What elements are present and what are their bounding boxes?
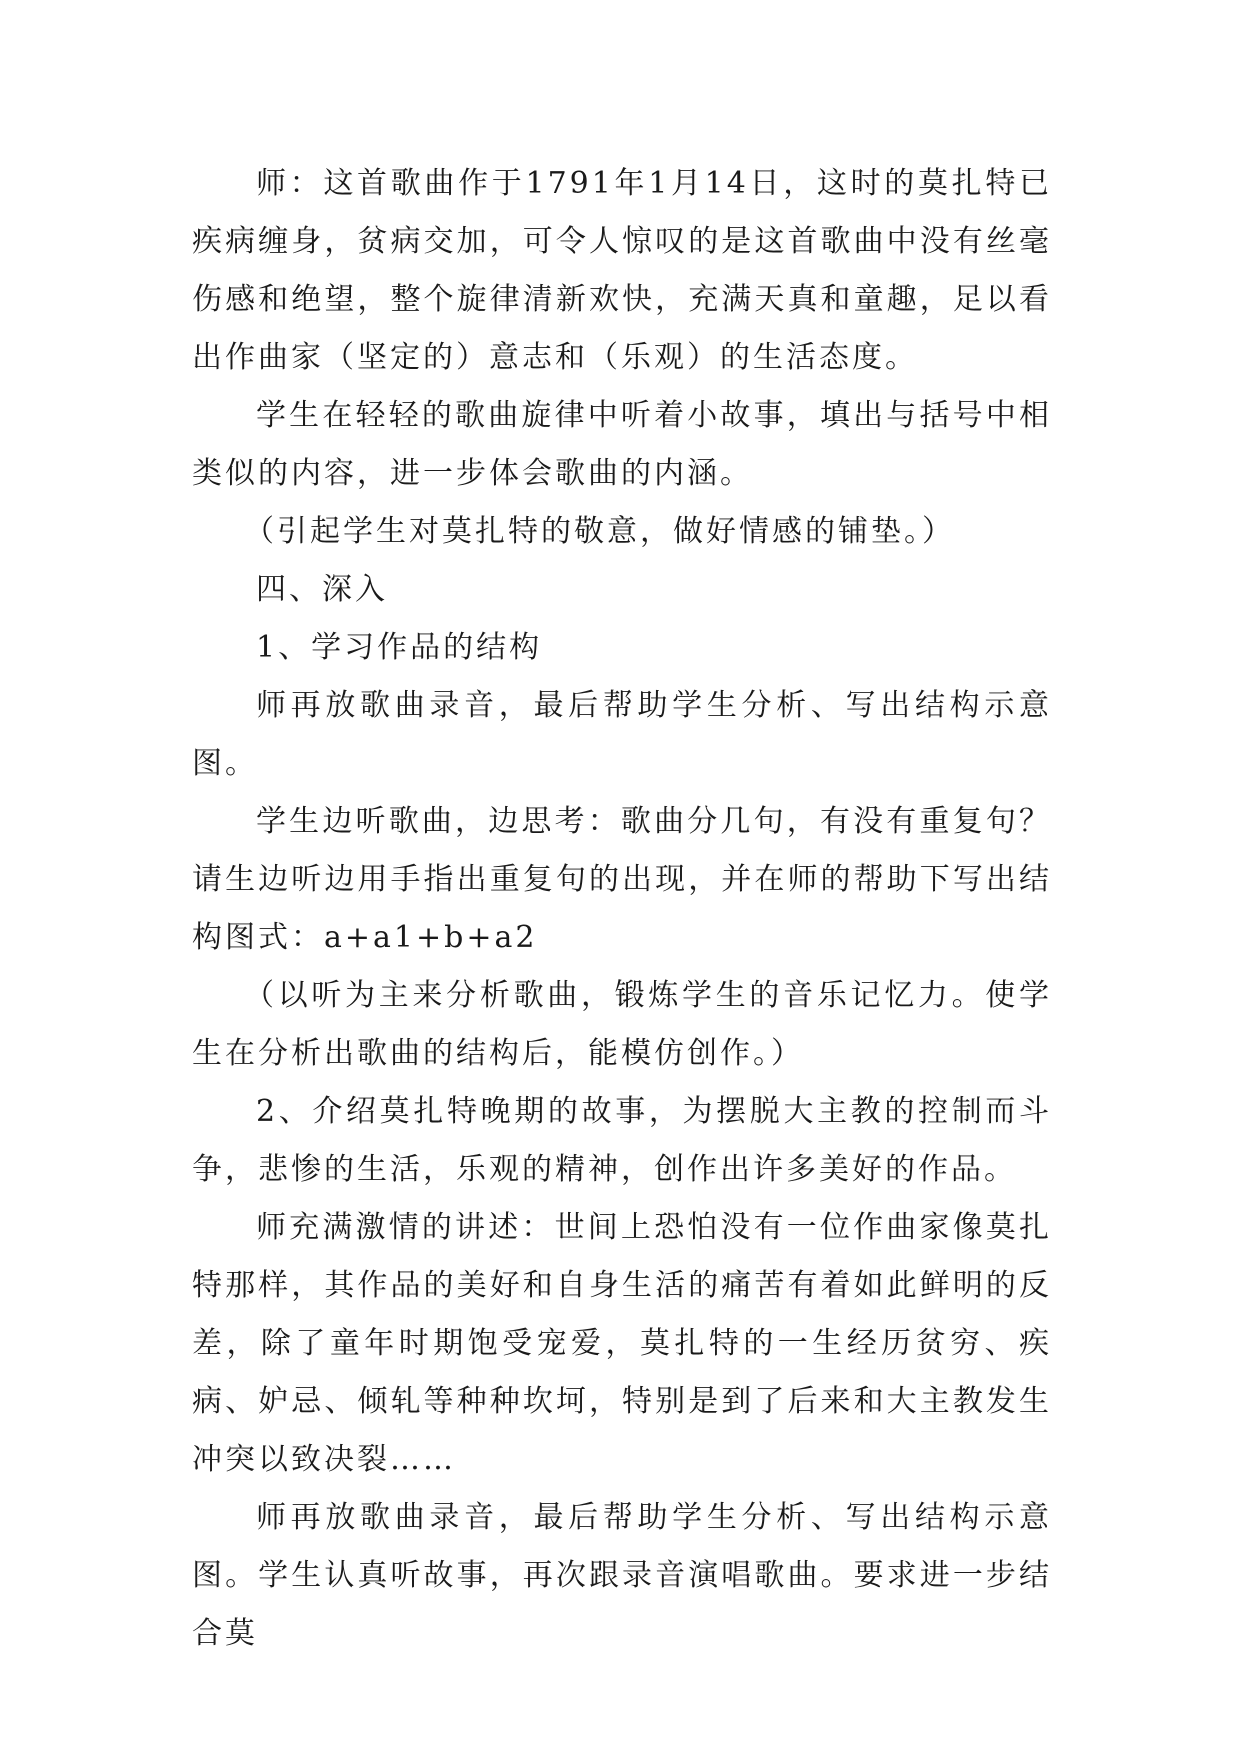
subheading-mozart-story: 2、介绍莫扎特晚期的故事，为摆脱大主教的控制而斗争，悲惨的生活，乐观的精神，创作出许多美好的作品。 xyxy=(192,1094,1052,1187)
paragraph-teacher-replay: 师再放歌曲录音，最后帮助学生分析、写出结构示意图。 xyxy=(192,688,1052,781)
paragraph-note-respect: （引起学生对莫扎特的敬意，做好情感的铺垫。） xyxy=(244,514,955,549)
paragraph-teacher-replay-2: 师再放歌曲录音，最后帮助学生分析、写出结构示意图。学生认真听故事，再次跟录音演唱歌曲。要求进一步结合莫 xyxy=(192,1500,1052,1651)
paragraph-student-activity: 学生在轻轻的歌曲旋律中听着小故事，填出与括号中相类似的内容，进一步体会歌曲的内涵。 xyxy=(192,398,1052,491)
paragraph-note-memory: （以听为主来分析歌曲，锻炼学生的音乐记忆力。使学生在分析出歌曲的结构后，能模仿创作。） xyxy=(192,978,1052,1071)
paragraph-student-listen: 学生边听歌曲，边思考：歌曲分几句，有没有重复句？请生边听边用手指出重复句的出现，并在师的帮助下写出结构图式：a+a1+b+a2 xyxy=(192,804,1052,955)
paragraph-teacher-intro: 师：这首歌曲作于1791年1月14日，这时的莫扎特已疾病缠身，贫病交加，可令人惊叹的是这首歌曲中没有丝毫伤感和绝望，整个旋律清新欢快，充满天真和童趣，足以看出作曲家（坚定的）意志和（乐观）的生活态度。 xyxy=(192,166,1052,375)
paragraph-teacher-narration: 师充满激情的讲述：世间上恐怕没有一位作曲家像莫扎特那样，其作品的美好和自身生活的痛苦有着如此鲜明的反差，除了童年时期饱受宠爱，莫扎特的一生经历贫穷、疾病、妒忌、倾轧等种种坎坷，特别是到了后来和大主教发生冲突以致决裂…… xyxy=(192,1210,1052,1477)
document-body xyxy=(192,155,1052,1663)
subheading-structure: 1、学习作品的结构 xyxy=(256,630,543,665)
section-heading-deepen: 四、深入 xyxy=(256,572,388,607)
